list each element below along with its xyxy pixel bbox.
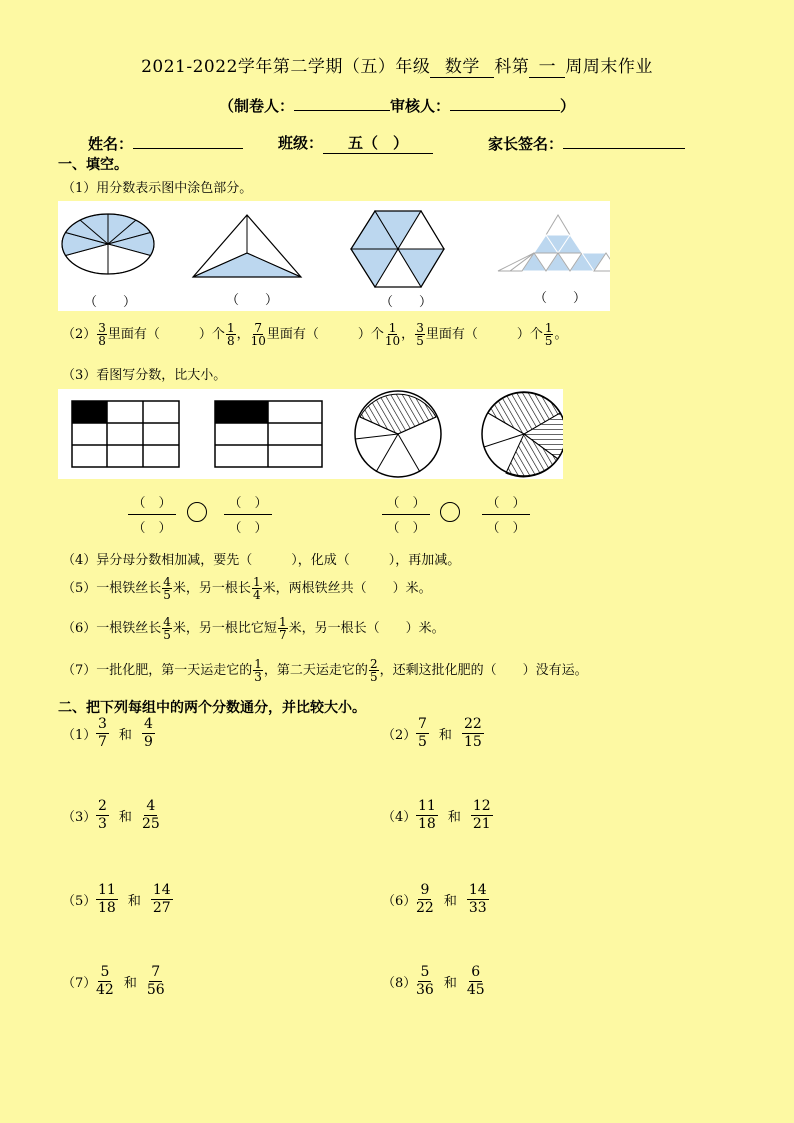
triangle-grid-figure [498,215,610,271]
fraction: $\frac{4}{25}$ [141,798,160,832]
fraction: $\frac{14}{33}$ [468,882,487,916]
parent-label: 家长签名： [488,135,564,153]
fraction: $\frac{2}{5}$ [369,657,378,684]
fraction: $\frac{3}{8}$ [98,321,106,348]
q2-label: （2） [62,327,97,342]
fraction-pair-4 [382,798,495,833]
fraction: $\frac{1}{4}$ [252,575,261,602]
week-value: 一 [529,52,565,78]
fraction-pair-5 [62,882,175,917]
q3-answer-fraction-4[interactable]: （ ） （ ） [482,496,530,536]
q6-line: （6）一根铁丝长 $\frac{4}{5}$ 米，另一根比它短 $\frac{1}{7}$ 米，另一根长（ ）米。 [62,615,445,642]
q3-figures [58,389,563,479]
reviewer-label: 审核人： [389,97,450,115]
name-label: 姓名： [88,135,134,153]
fraction: $\frac{4}{5}$ [163,575,171,602]
fraction: $\frac{5}{36}$ [416,964,434,998]
q1-figure-panel [58,201,610,311]
fraction: $\frac{3}{7}$ [98,716,107,750]
subject-value: 数学 [430,52,494,78]
maker-reviewer-line [0,94,794,116]
and-word: 和 [123,976,137,991]
pair-label: （3） [62,810,97,825]
fraction: $\frac{1}{5}$ [544,321,553,348]
q3-answer-fraction-3[interactable]: （ ） （ ） [382,496,430,536]
q1-figures [58,201,610,311]
section2-heading: 二、把下列每组中的两个分数通分，并比较大小。 [58,700,366,716]
class-row [278,132,433,154]
grid-rect-2 [215,401,322,467]
fraction-pair-7 [62,964,167,999]
q3-answer-fraction-1[interactable]: （ ） （ ） [128,496,176,536]
pie-circle-1 [355,391,441,477]
compare-circle-2[interactable] [440,502,460,522]
q3-text: （3）看图写分数，比大小。 [62,368,227,383]
q7-line: （7）一批化肥，第一天运走它的 $\frac{1}{3}$ ，第二天运走它的 $\frac{2}{5}$ ，还剩这批化肥的（ ）没有运。 [62,657,588,684]
q2-blank-2[interactable]: 里面有（ ）个 [266,327,384,342]
fraction-pair-3 [62,798,162,833]
and-word: 和 [118,810,132,825]
fraction: $\frac{5}{42}$ [96,964,114,998]
q7-blank[interactable]: ，还剩这批化肥的（ ）没有运。 [379,663,588,678]
pie-circle-2 [482,392,563,477]
q3-figure-panel [58,389,563,479]
fraction: $\frac{1}{3}$ [254,657,262,684]
compare-circle-1[interactable] [187,502,207,522]
fraction: $\frac{3}{5}$ [416,321,424,348]
q1-blank-2[interactable]: （ ） [226,293,279,308]
fraction: $\frac{7}{5}$ [418,716,427,750]
pair-label: （7） [62,976,97,991]
fraction: $\frac{2}{3}$ [98,798,107,832]
q1-blank-1[interactable]: （ ） [84,295,137,310]
fraction: $\frac{7}{56}$ [146,964,165,998]
q2-line: （2） $\frac{3}{8}$ 里面有（ ）个 $\frac{1}{8}$ ， $\frac{7}{10}$ 里面有（ ）个 $\frac{1}{10}$ ， $\frac{3}{5}$ 里面有（ ）个 $\frac{1}{5}$ 。 [62,321,568,348]
q5-line: （5）一根铁丝长 $\frac{4}{5}$ 米，另一根长 $\frac{1}{4}$ 米，两根铁丝共（ ）米。 [62,575,432,602]
reviewer-field[interactable] [450,94,560,111]
q1-blank-3[interactable]: （ ） [380,295,433,310]
ellipse-eighths-figure [62,214,154,274]
title-prefix: 2021-2022学年第二学期（五）年级 [141,57,431,77]
fraction: $\frac{11}{18}$ [98,882,116,916]
q4-text: （4）异分母分数相加减，要先（ ），化成（ ），再加减。 [62,553,461,568]
fraction: $\frac{1}{7}$ [278,615,287,642]
pair-label: （8） [382,976,417,991]
title-ke: 科第 [494,57,530,77]
fraction-pair-2 [382,716,486,751]
q5-blank[interactable]: 米，两根铁丝共（ ）米。 [262,581,432,596]
pair-label: （1） [62,728,97,743]
fraction: $\frac{1}{8}$ [226,321,235,348]
fraction: $\frac{12}{21}$ [472,798,491,832]
q6-blank[interactable]: 米，另一根长（ ）米。 [288,621,445,636]
name-field[interactable] [133,132,243,149]
fraction: $\frac{14}{27}$ [152,882,171,916]
title-suffix: 周周末作业 [565,57,653,77]
maker-label: （制卷人： [218,97,294,115]
class-label: 班级： [278,134,324,152]
pair-label: （6） [382,894,417,909]
fraction-pair-8 [382,964,487,999]
pair-label: （2） [382,728,417,743]
and-word: 和 [438,728,452,743]
hexagon-sixths-figure [351,211,444,287]
parent-row [488,132,685,154]
close-paren: ） [560,97,576,115]
and-word: 和 [127,894,141,909]
q2-blank-3[interactable]: 里面有（ ）个 [425,327,543,342]
maker-field[interactable] [294,94,390,111]
fraction-pair-1 [62,716,157,751]
and-word: 和 [447,810,461,825]
and-word: 和 [443,976,457,991]
q2-blank-1[interactable]: 里面有（ ）个 [107,327,225,342]
fraction: $\frac{6}{45}$ [466,964,485,998]
pair-label: （5） [62,894,97,909]
and-word: 和 [443,894,457,909]
fraction: $\frac{4}{5}$ [163,615,171,642]
fraction: $\frac{7}{10}$ [250,321,266,348]
q1-text: （1）用分数表示图中涂色部分。 [62,181,253,196]
worksheet-title [0,52,794,78]
class-field[interactable]: 五（ ） [323,132,433,154]
and-word: 和 [118,728,132,743]
fraction: $\frac{1}{10}$ [384,321,401,348]
parent-signature-field[interactable] [563,132,685,149]
section1-heading: 一、填空。 [58,157,128,173]
fraction: $\frac{9}{22}$ [416,882,434,916]
grid-rect-1 [72,401,179,467]
pair-label: （4） [382,810,417,825]
name-row [88,132,243,154]
fraction: $\frac{22}{15}$ [463,716,482,750]
fraction: $\frac{4}{9}$ [143,716,153,750]
fraction-pair-6 [382,882,491,917]
triangle-thirds-figure [193,215,301,277]
fraction: $\frac{11}{18}$ [418,798,436,832]
q3-answer-fraction-2[interactable]: （ ） （ ） [224,496,272,536]
q1-blank-4[interactable]: （ ） [534,291,587,306]
